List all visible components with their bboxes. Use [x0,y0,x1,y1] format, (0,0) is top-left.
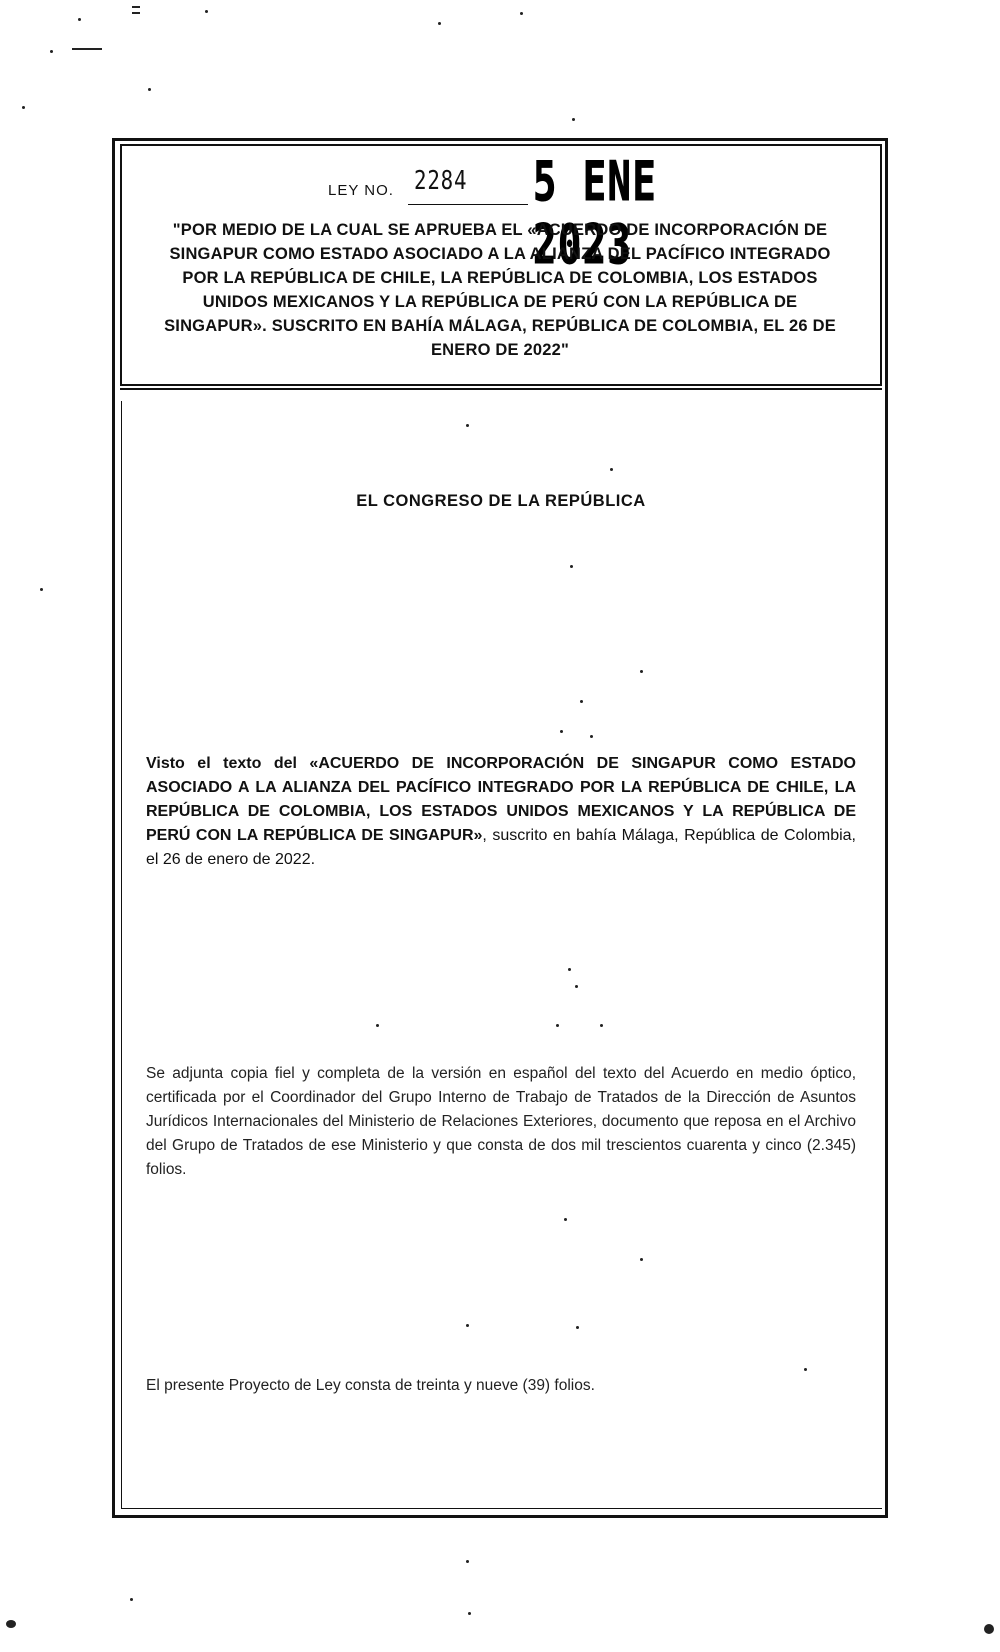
law-number-underline [408,204,528,205]
scan-speck [132,12,140,14]
law-label: LEY NO. [328,182,394,199]
title-box-underline [120,388,882,390]
scan-speck [466,1560,469,1563]
law-number-line [328,150,788,276]
scan-speck [132,6,140,8]
law-title: "POR MEDIO DE LA CUAL SE APRUEBA EL «ACUERDO DE INCORPORACIÓN DE SINGAPUR COMO ESTADO ASOCIADO A LA ALIANZA DEL PACÍFICO INTEGRADO POR LA REPÚBLICA DE CHILE, LA REPÚBLICA DE COLOMBIA, LOS ESTADOS UNIDOS MEXICANOS Y LA REPÚBLICA DE PERÚ CON LA REPÚBLICA DE SINGAPUR». SUSCRITO EN BAHÍA MÁLAGA, REPÚBLICA DE COLOMBIA, EL 26 DE ENERO DE 2022" [164,221,836,359]
document-border-inner-line [122,1508,882,1509]
congress-heading: EL CONGRESO DE LA REPÚBLICA [356,492,646,510]
scan-speck [6,1620,16,1628]
scan-speck [438,22,441,25]
paragraph-visto [146,752,856,872]
scan-speck [468,1612,471,1615]
scan-speck [40,588,43,591]
scan-speck [72,48,102,50]
scan-speck [520,12,523,15]
scan-speck [205,10,208,13]
scan-speck [78,18,81,21]
scan-speck [50,50,53,53]
paragraph-folios: El presente Proyecto de Ley consta de treinta y nueve (39) folios. [146,1377,595,1394]
scan-speck [572,118,575,121]
date-stamp: 5 ENE 2023 [533,150,658,276]
scan-speck [984,1624,994,1634]
paragraph-visto-bold: Visto el texto del «ACUERDO DE INCORPORACIÓN DE SINGAPUR COMO ESTADO ASOCIADO A LA ALIANZA DEL PACÍFICO INTEGRADO POR LA REPÚBLICA DE CHILE, LA REPÚBLICA DE COLOMBIA, LOS ESTADOS UNIDOS MEXICANOS Y LA REPÚBLICA DE PERÚ CON LA REPÚBLICA DE SINGAPUR» [146,755,856,844]
scan-speck [148,88,151,91]
paragraph-adjunta: Se adjunta copia fiel y completa de la versión en español del texto del Acuerdo en medio óptico, certificada por el Coordinador del Grupo Interno de Trabajo de Tratados de la Dirección de Asuntos Jurídicos Internacionales del Ministerio de Relaciones Exteriores, documento que reposa en el Archivo del Grupo de Tratados de ese Ministerio y que consta de dos mil trescientos cuarenta y cinco (2.345) folios. [146,1065,856,1178]
paragraph-visto-rest: , suscrito en bahía Málaga, República de Colombia, el 26 de enero de 2022. [146,827,856,868]
scan-speck [130,1598,133,1601]
scan-speck [22,106,25,109]
law-number: 2284 [414,166,468,196]
